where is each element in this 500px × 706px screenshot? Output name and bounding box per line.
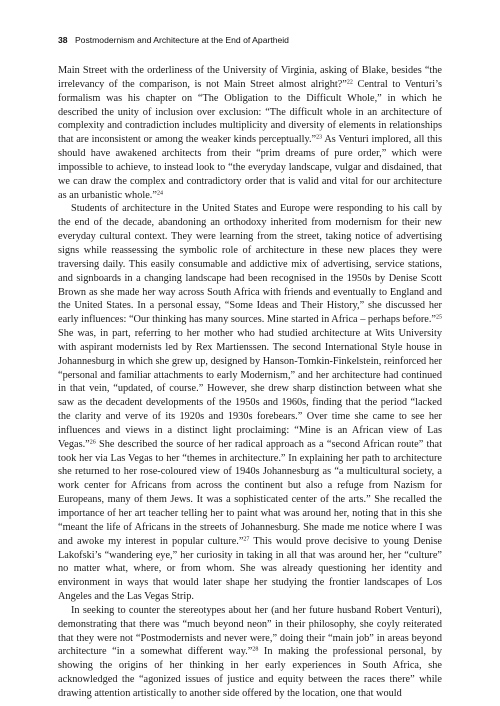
footnote-ref: 25 [436, 314, 442, 321]
text-run: Main Street with the orderliness of the University of Virginia, asking of Blake, besides “the irrelevancy of the comparison, is not Main Street almost alright?” [58, 65, 442, 90]
footnote-ref: 26 [89, 439, 96, 446]
text-run: In seeking to counter the stereotypes about her (and her future husband Robert Venturi), demonstrating that there was “much beyond neon” in their philosophy, she coyly reiterated that they were not “Postmodernists and never were,” doing their “main job” in areas beyond architecture “in a somewhat different way.” [58, 604, 442, 658]
running-title: Postmodernism and Architecture at the End of Apartheid [74, 35, 289, 45]
text-run: As Venturi implored, all this should have awakened architects from their “prim dreams of pure order,” which were impossible to achieve, to instead look to “the everyday landscape, vulgar and disdained, that we can draw the complex and contradictory order that is valid and vital for our architecture as an urbanistic whole.” [58, 134, 442, 201]
page-number: 38 [58, 35, 68, 45]
text-run: In making the professional personal, by showing the origins of her thinking in her early experiences in South Africa, she acknowledged the “agonized issues of justice and equity between the races there” while drawing attention artistically to another side offered by the location, one that would [58, 646, 442, 699]
text-run: She described the source of her radical approach as a “second African route” that took her via Las Vegas to her “themes in architecture.” In explaining her path to architecture she returned to her rose-coloured view of 1940s Johannesburg as “a multicultural society, a work center for Africans from across the continent but also a refuge from Nazism for Europeans, many of them Jews. It was a sophisticated center of the arts.” She recalled the importance of her art teacher telling her to paint what was around her, noting that in this she “meant the life of Africans in the streets of Johannesburg. She made me notice where I was and awoke my interest in popular culture.” [58, 438, 442, 547]
paragraph [58, 604, 442, 701]
running-head [58, 34, 442, 46]
paragraph [58, 202, 442, 603]
book-page [58, 34, 442, 701]
text-run: Students of architecture in the United States and Europe were responding to his call by the end of the decade, abandoning an orthodoxy inherited from modernism for their new everyday cultural context. They were learning from the street, taking notice of advertising signs while reassessing the symbolic role of architecture in these new places they were traversing daily. This easily consumable and addictive mix of advertising, service stations, and signboards in a changing landscape had been recognised in the 1950s by Denise Scott Brown as she made her way across South Africa with friends and eventually to England and the United States. In a personal essay, “Some Ideas and Their History,” she discussed her early influences: “Our thinking has many sources. Mine started in Africa – perhaps before.” [58, 203, 442, 326]
footnote-ref: 24 [156, 190, 163, 197]
footnote-ref: 28 [252, 646, 259, 653]
footnote-ref: 23 [316, 134, 323, 141]
text-run: Central to Venturi’s formalism was his chapter on “The Obligation to the Difficult Whole,” in which he described the unity of inclusion over exclusion: “The difficult whole in an architecture of complexity and contradiction includes multiplicity and diversity of elements in relationships that are inconsistent or among the weaker kinds perceptually.” [58, 78, 442, 146]
footnote-ref: 22 [346, 79, 353, 86]
footnote-ref: 27 [243, 536, 250, 543]
text-run: She was, in part, referring to her mother who had studied architecture at Wits University with aspirant modernists led by Rex Martienssen. The second International Style house in Johannesburg in which she grew up, designed by Hanson-Tomkin-Finkelstein, reinforced her “personal and familiar attachments to early Modernism,” and her architecture had continued in that vein, “updated, of course.” However, she drew sharp distinction between what she saw as the decadent developments of the 1950s and 1960s, finding that the period “lacked the clarity and verve of its 1920s and 1930s forebears.” Over time she came to see her influences and views in a distinct light proclaiming: “Mine is an African view of Las Vegas.” [58, 328, 442, 450]
paragraph [58, 64, 442, 202]
body-text [58, 64, 442, 701]
text-run: This would prove decisive to young Denise Lakofski’s “wandering eye,” her curiosity in taking in all that was around her, her “culture” no matter what, where, or from whom. She was already questioning her identity and environment in ways that would later shape her studying the frontier landscapes of Los Angeles and the Las Vegas Strip. [58, 535, 442, 603]
